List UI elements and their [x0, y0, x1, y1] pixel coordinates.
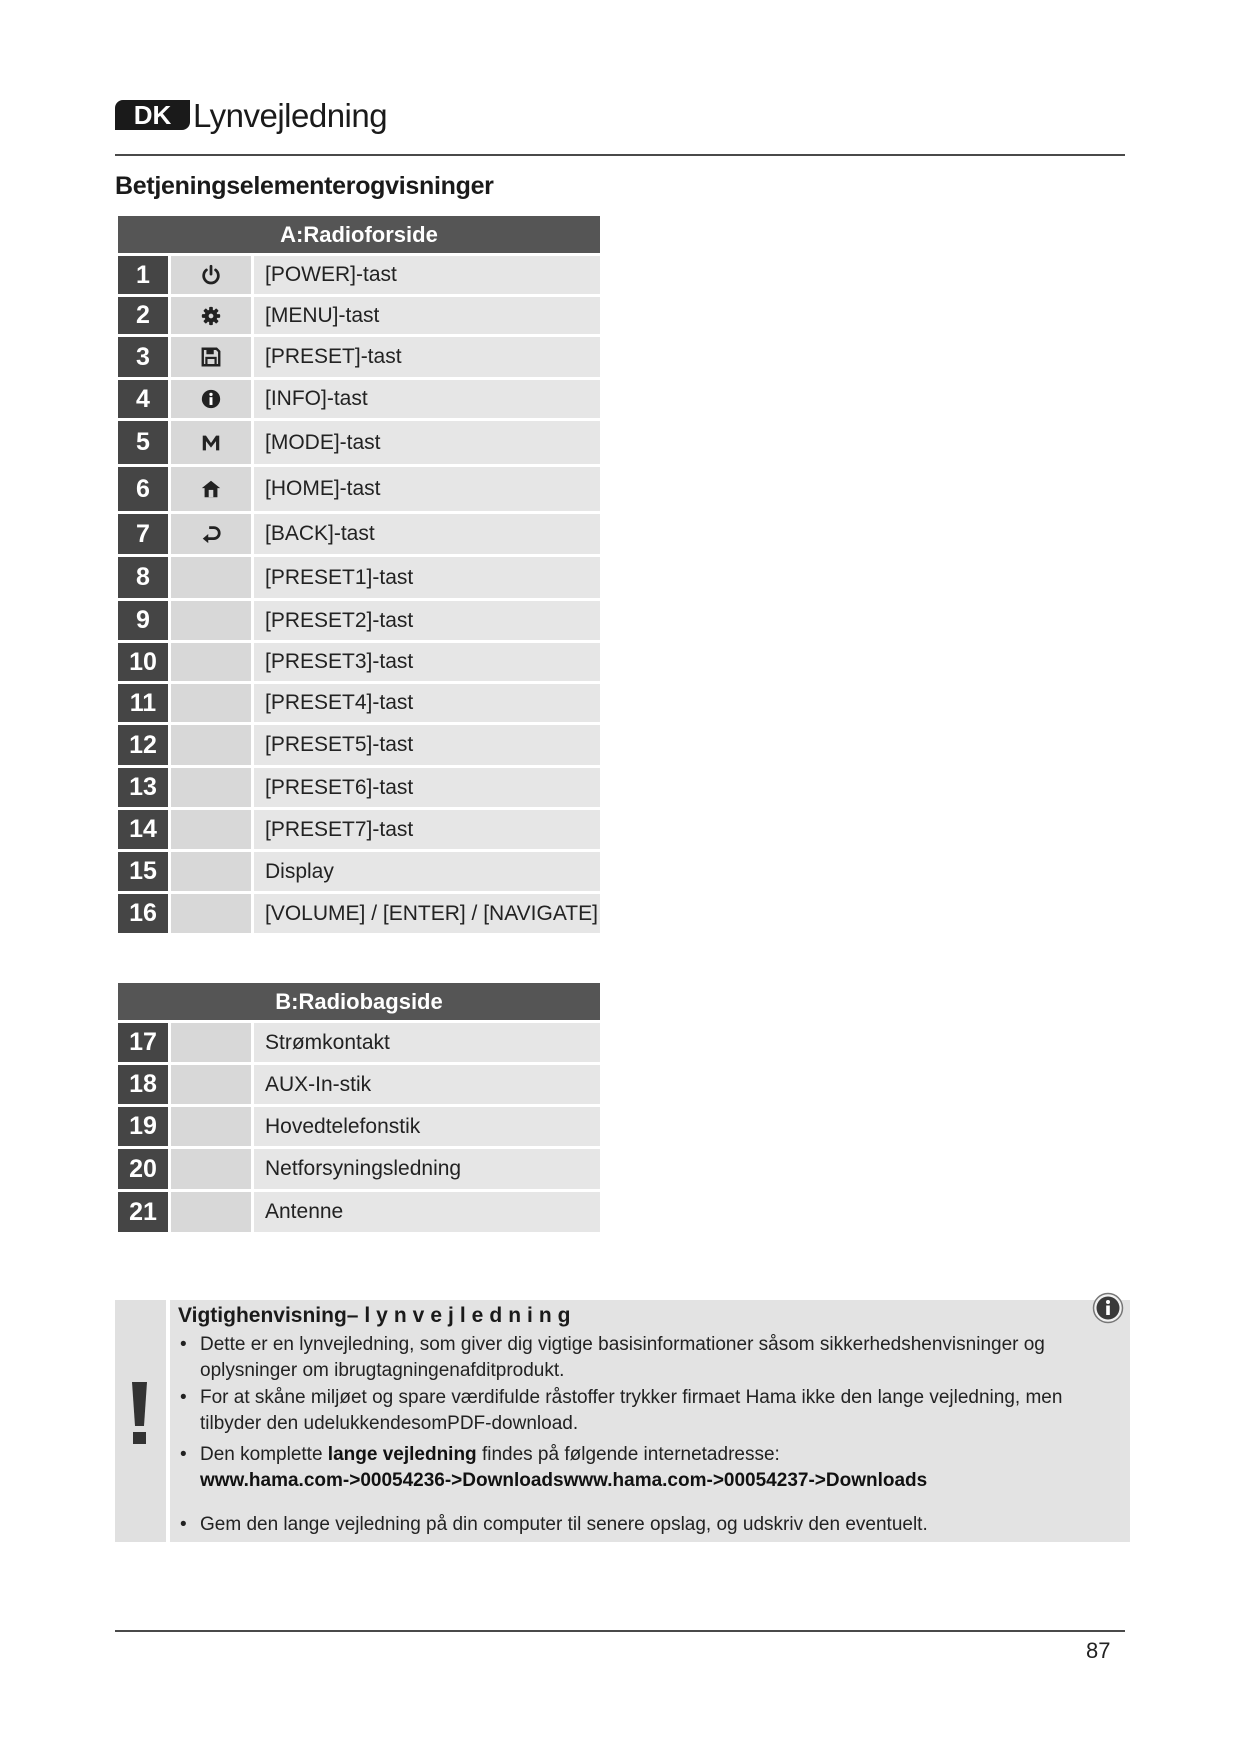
row-label: [PRESET3]-tast	[254, 643, 600, 681]
table-row	[118, 684, 600, 722]
important-notice	[115, 1300, 1130, 1542]
notice-title-main: Vigtighenvisning–	[178, 1304, 359, 1327]
bullet-dot: •	[180, 1387, 187, 1408]
row-label: Strømkontakt	[254, 1023, 600, 1062]
bullet-dot: •	[180, 1444, 187, 1465]
table-row	[118, 256, 600, 294]
table-row	[118, 601, 600, 640]
info-icon	[200, 388, 222, 410]
row-icon-cell	[171, 1192, 251, 1232]
back-arrow-icon	[200, 523, 222, 545]
table-row	[118, 725, 600, 765]
row-number: 4	[118, 380, 168, 418]
row-number: 19	[118, 1107, 168, 1146]
row-label: [HOME]-tast	[254, 467, 600, 511]
row-icon-cell	[171, 1107, 251, 1146]
mode-m-icon	[200, 432, 222, 454]
exclamation-icon	[127, 1382, 152, 1444]
row-label: [PRESET1]-tast	[254, 557, 600, 598]
download-url: www.hama.com->00054236->Downloadswww.hama.com->00054237->Downloads	[200, 1470, 928, 1491]
row-icon-cell	[171, 514, 251, 554]
row-icon-cell	[171, 1065, 251, 1104]
notice-bullet	[180, 1442, 1120, 1494]
row-icon-cell	[171, 810, 251, 849]
row-label: [INFO]-tast	[254, 380, 600, 418]
row-number: 15	[118, 852, 168, 891]
header-divider	[115, 154, 1125, 156]
page-number: 87	[1086, 1638, 1111, 1663]
table-row	[118, 1149, 600, 1189]
bullet-text: For at skåne miljøet og spare værdifulde råstoffer trykker firmaet Hama ikke den lange vejledning, men tilbyder den udelukkendesomPDF-download.	[200, 1387, 1063, 1434]
row-label: Antenne	[254, 1192, 600, 1232]
row-number: 9	[118, 601, 168, 640]
table-row	[118, 514, 600, 554]
table-row	[118, 894, 600, 933]
table-front-controls	[118, 216, 600, 964]
page-title: Lynvejledning	[193, 97, 388, 134]
bullet-text: Dette er en lynvejledning, som giver dig vigtige basisinformationer såsom sikkerhedshenvisninger og oplysninger om ibrugtagningenafditprodukt.	[200, 1334, 1045, 1381]
bullet-text-bold: lange vejledning	[327, 1444, 477, 1465]
table-back-connections	[118, 983, 600, 1233]
row-label: [PRESET6]-tast	[254, 768, 600, 807]
table-row	[118, 1107, 600, 1146]
footer-divider	[115, 1630, 1125, 1632]
table-row	[118, 421, 600, 464]
row-number: 16	[118, 894, 168, 933]
row-icon-cell	[171, 380, 251, 418]
table-row	[118, 1023, 600, 1062]
row-icon-cell	[171, 643, 251, 681]
row-icon-cell	[171, 1149, 251, 1189]
row-icon-cell	[171, 852, 251, 891]
row-icon-cell	[171, 684, 251, 722]
row-label: [MODE]-tast	[254, 421, 600, 464]
row-label: [BACK]-tast	[254, 514, 600, 554]
table-row	[118, 467, 600, 511]
row-number: 13	[118, 768, 168, 807]
row-label: [PRESET4]-tast	[254, 684, 600, 722]
row-number: 14	[118, 810, 168, 849]
row-label: AUX-In-stik	[254, 1065, 600, 1104]
row-icon-cell	[171, 337, 251, 377]
table-row	[118, 1192, 600, 1232]
save-icon	[200, 346, 222, 368]
power-icon	[200, 264, 222, 286]
row-icon-cell	[171, 297, 251, 334]
row-icon-cell	[171, 557, 251, 598]
table-row	[118, 380, 600, 418]
table-heading: A:Radioforside	[118, 216, 600, 253]
row-label: [VOLUME] / [ENTER] / [NAVIGATE]	[254, 894, 600, 933]
bullet-dot: •	[180, 1514, 187, 1535]
table-row	[118, 852, 600, 891]
row-number: 8	[118, 557, 168, 598]
row-number: 6	[118, 467, 168, 511]
notice-bullet	[180, 1385, 1120, 1437]
bullet-dot: •	[180, 1334, 187, 1355]
row-icon-cell	[171, 467, 251, 511]
page-header	[115, 96, 1125, 156]
bullet-text	[200, 1442, 1120, 1494]
row-icon-cell	[171, 421, 251, 464]
table-row	[118, 643, 600, 681]
row-icon-cell	[171, 256, 251, 294]
language-badge: DK	[115, 100, 190, 130]
gear-icon	[200, 305, 222, 327]
table-row	[118, 1065, 600, 1104]
row-number: 5	[118, 421, 168, 464]
table-row	[118, 337, 600, 377]
home-icon	[200, 478, 222, 500]
row-number: 12	[118, 725, 168, 765]
row-number: 3	[118, 337, 168, 377]
notice-bullet	[180, 1512, 1120, 1538]
notice-content	[170, 1300, 1130, 1542]
row-label: [PRESET]-tast	[254, 337, 600, 377]
row-icon-cell	[171, 601, 251, 640]
row-number: 17	[118, 1023, 168, 1062]
row-icon-cell	[171, 725, 251, 765]
row-number: 11	[118, 684, 168, 722]
row-number: 2	[118, 297, 168, 334]
table-heading: B:Radiobagside	[118, 983, 600, 1020]
row-label: [PRESET7]-tast	[254, 810, 600, 849]
row-icon-cell	[171, 768, 251, 807]
row-icon-cell	[171, 1023, 251, 1062]
row-icon-cell	[171, 894, 251, 933]
section-title: Betjeningselementerogvisninger	[115, 172, 494, 200]
row-number: 20	[118, 1149, 168, 1189]
table-row	[118, 768, 600, 807]
row-label: Netforsyningsledning	[254, 1149, 600, 1189]
row-label: [PRESET2]-tast	[254, 601, 600, 640]
info-icon	[1092, 1292, 1124, 1324]
bullet-text-post: findes på følgende internetadresse:	[476, 1444, 780, 1465]
row-label: Display	[254, 852, 600, 891]
row-number: 10	[118, 643, 168, 681]
notice-title-spaced: lynvejledning	[364, 1304, 577, 1327]
bullet-text-pre: Den komplette	[200, 1444, 328, 1465]
table-row	[118, 557, 600, 598]
row-label: Hovedtelefonstik	[254, 1107, 600, 1146]
row-number: 18	[118, 1065, 168, 1104]
bullet-text: Gem den lange vejledning på din computer til senere opslag, og udskriv den eventuelt.	[200, 1514, 928, 1535]
notice-side-bar	[115, 1300, 166, 1542]
row-label: [MENU]-tast	[254, 297, 600, 334]
row-number: 1	[118, 256, 168, 294]
table-row	[118, 810, 600, 849]
table-row	[118, 297, 600, 334]
notice-bullet	[180, 1332, 1120, 1384]
row-label: [PRESET5]-tast	[254, 725, 600, 765]
row-number: 21	[118, 1192, 168, 1232]
notice-title	[178, 1304, 577, 1328]
row-label: [POWER]-tast	[254, 256, 600, 294]
row-number: 7	[118, 514, 168, 554]
